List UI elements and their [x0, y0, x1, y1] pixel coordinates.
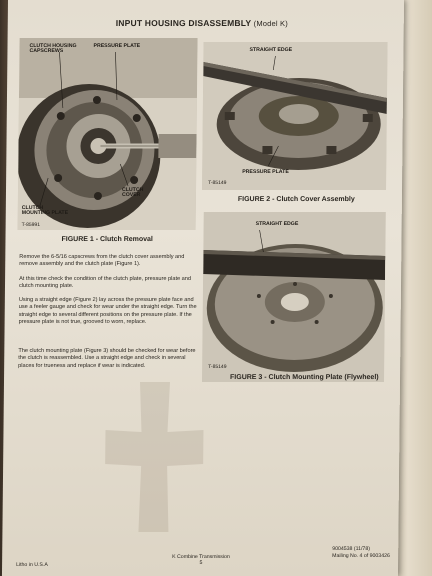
figure-2-caption: FIGURE 2 - Clutch Cover Assembly	[237, 196, 355, 203]
bleed-through-shadow	[98, 372, 210, 542]
footer-litho: Litho in U.S.A	[16, 562, 48, 568]
footer-doc-number: 9004538 (11/78)	[332, 546, 370, 552]
callout-pressure-plate: PRESSURE PLATE	[242, 169, 289, 175]
clutch-cover-illustration	[202, 42, 388, 190]
callout-clutch-mounting-plate: CLUTCH MOUNTING PLATE	[21, 205, 69, 217]
clutch-removal-illustration	[18, 38, 198, 230]
callout-straight-edge: STRAIGHT EDGE	[255, 221, 299, 227]
paragraph-check-condition: At this time check the condition of the clutch plate, pressure plate and clutch mounting plate.	[18, 276, 192, 290]
footer-mailing-number: Mailing No. 4 of 9003426	[332, 552, 390, 559]
page-model: (Model K)	[253, 19, 289, 28]
paragraph-mounting-plate-check: The clutch mounting plate (Figure 3) should be checked for wear before the clutch is reassembled. Use a straight edge and check in several places for trueness and replace if wear is indicated.	[18, 348, 196, 369]
callout-straight-edge: STRAIGHT EDGE	[249, 47, 293, 53]
footer-title: K Combine Transmission	[172, 554, 230, 560]
flywheel-illustration	[202, 212, 386, 382]
footer-center	[172, 554, 230, 566]
callout-pressure-plate: PRESSURE PLATE	[93, 43, 141, 49]
manual-page	[2, 0, 404, 576]
figure-2-tag: T-85149	[208, 180, 227, 186]
figure-1-tag: T-85991	[21, 222, 41, 228]
page-header	[116, 18, 288, 28]
footer-right	[332, 546, 390, 559]
figure-1-photo	[18, 38, 198, 230]
figure-3-photo	[202, 212, 386, 382]
paragraph-straight-edge-check: Using a straight edge (Figure 2) lay across the pressure plate face and use a feeler gauge and check for wear under the straight edge. Turn the straight edge to several different positions on the pressure plate. If the pressure plate is not true, grooved to worn, replace.	[18, 297, 197, 326]
figure-3-caption: FIGURE 3 - Clutch Mounting Plate (Flywheel)	[230, 374, 379, 381]
figure-1-caption: FIGURE 1 - Clutch Removal	[61, 236, 153, 243]
callout-clutch-cover: CLUTCH COVER	[121, 187, 144, 199]
page-title: INPUT HOUSING DISASSEMBLY	[115, 18, 252, 28]
paragraph-remove-capscrews: Remove the 6-5/16 capscrews from the clutch cover assembly and remove assembly and the clutch plate (Figure 1).	[19, 254, 185, 268]
callout-clutch-housing-capscrews: CLUTCH HOUSING CAPSCREWS	[29, 43, 77, 55]
figure-3-tag: T-85149	[208, 364, 227, 370]
figure-2-photo	[202, 42, 388, 190]
page-number: 5	[199, 560, 203, 566]
